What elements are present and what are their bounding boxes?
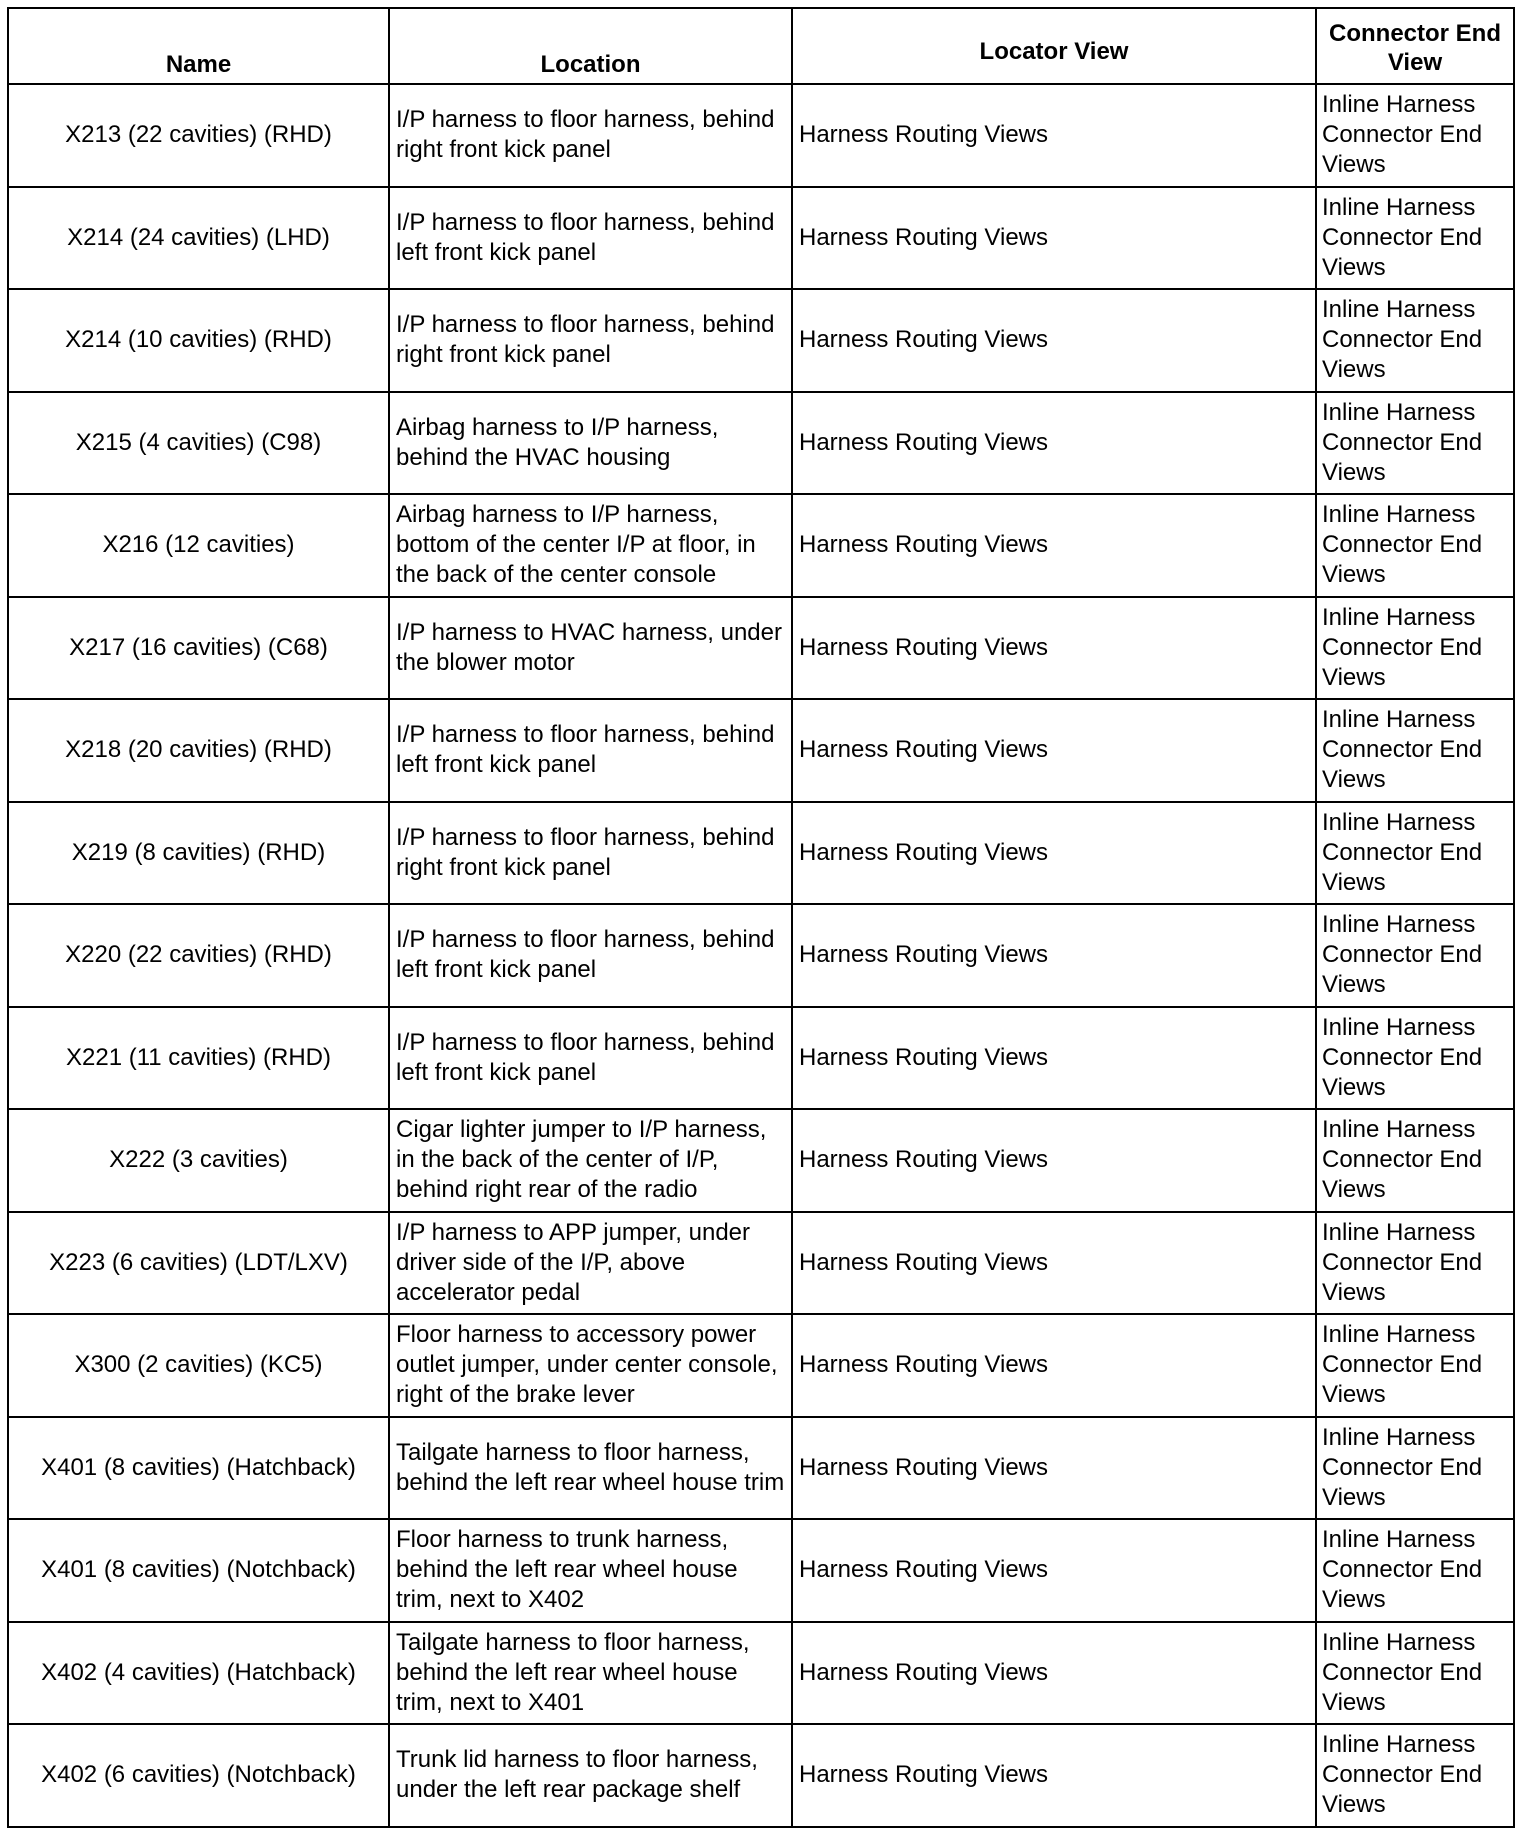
connector-name-cell: X215 (4 cavities) (C98) xyxy=(8,392,389,495)
header-locator-view: Locator View xyxy=(792,8,1316,84)
location-cell: I/P harness to floor harness, behind right front kick panel xyxy=(389,802,792,905)
connector-name-cell: X402 (6 cavities) (Notchback) xyxy=(8,1724,389,1827)
locator-view-link[interactable]: Harness Routing Views xyxy=(792,1109,1316,1212)
table-row xyxy=(8,1007,1514,1110)
header-row xyxy=(8,8,1514,84)
locator-view-link[interactable]: Harness Routing Views xyxy=(792,289,1316,392)
table-row xyxy=(8,904,1514,1007)
connector-name-cell: X214 (24 cavities) (LHD) xyxy=(8,187,389,290)
connector-end-view-link[interactable]: Inline Harness Connector End Views xyxy=(1316,494,1514,597)
location-cell: Floor harness to trunk harness, behind the left rear wheel house trim, next to X402 xyxy=(389,1519,792,1622)
connector-name-cell: X214 (10 cavities) (RHD) xyxy=(8,289,389,392)
connector-end-view-link[interactable]: Inline Harness Connector End Views xyxy=(1316,1519,1514,1622)
connector-end-view-link[interactable]: Inline Harness Connector End Views xyxy=(1316,84,1514,187)
header-connector-end-view: Connector End View xyxy=(1316,8,1514,84)
location-cell: Tailgate harness to floor harness, behind the left rear wheel house trim, next to X401 xyxy=(389,1622,792,1725)
locator-view-link[interactable]: Harness Routing Views xyxy=(792,494,1316,597)
table-row xyxy=(8,597,1514,700)
table-row xyxy=(8,1109,1514,1212)
location-cell: I/P harness to floor harness, behind left front kick panel xyxy=(389,1007,792,1110)
connector-end-view-link[interactable]: Inline Harness Connector End Views xyxy=(1316,289,1514,392)
locator-view-link[interactable]: Harness Routing Views xyxy=(792,392,1316,495)
connector-name-cell: X223 (6 cavities) (LDT/LXV) xyxy=(8,1212,389,1315)
location-cell: Cigar lighter jumper to I/P harness, in the back of the center of I/P, behind right rear of the radio xyxy=(389,1109,792,1212)
location-cell: I/P harness to floor harness, behind left front kick panel xyxy=(389,904,792,1007)
location-cell: Trunk lid harness to floor harness, under the left rear package shelf xyxy=(389,1724,792,1827)
connector-name-cell: X218 (20 cavities) (RHD) xyxy=(8,699,389,802)
table-row xyxy=(8,699,1514,802)
header-name: Name xyxy=(8,8,389,84)
location-cell: Tailgate harness to floor harness, behind the left rear wheel house trim xyxy=(389,1417,792,1520)
table-row xyxy=(8,187,1514,290)
location-cell: Airbag harness to I/P harness, bottom of the center I/P at floor, in the back of the center console xyxy=(389,494,792,597)
locator-view-link[interactable]: Harness Routing Views xyxy=(792,1519,1316,1622)
table-row xyxy=(8,84,1514,187)
locator-view-link[interactable]: Harness Routing Views xyxy=(792,1212,1316,1315)
connector-end-view-link[interactable]: Inline Harness Connector End Views xyxy=(1316,1314,1514,1417)
connector-name-cell: X300 (2 cavities) (KC5) xyxy=(8,1314,389,1417)
locator-view-link[interactable]: Harness Routing Views xyxy=(792,84,1316,187)
connector-end-view-link[interactable]: Inline Harness Connector End Views xyxy=(1316,1212,1514,1315)
table-row xyxy=(8,1314,1514,1417)
connector-end-view-link[interactable]: Inline Harness Connector End Views xyxy=(1316,1417,1514,1520)
connector-end-view-link[interactable]: Inline Harness Connector End Views xyxy=(1316,597,1514,700)
connector-name-cell: X402 (4 cavities) (Hatchback) xyxy=(8,1622,389,1725)
locator-view-link[interactable]: Harness Routing Views xyxy=(792,187,1316,290)
connector-end-view-link[interactable]: Inline Harness Connector End Views xyxy=(1316,1109,1514,1212)
connector-end-view-link[interactable]: Inline Harness Connector End Views xyxy=(1316,699,1514,802)
locator-view-link[interactable]: Harness Routing Views xyxy=(792,1314,1316,1417)
connector-name-cell: X217 (16 cavities) (C68) xyxy=(8,597,389,700)
connector-end-view-link[interactable]: Inline Harness Connector End Views xyxy=(1316,904,1514,1007)
table-row xyxy=(8,289,1514,392)
connector-end-view-link[interactable]: Inline Harness Connector End Views xyxy=(1316,1007,1514,1110)
location-cell: I/P harness to HVAC harness, under the blower motor xyxy=(389,597,792,700)
connector-end-view-link[interactable]: Inline Harness Connector End Views xyxy=(1316,392,1514,495)
locator-view-link[interactable]: Harness Routing Views xyxy=(792,1724,1316,1827)
connector-end-view-link[interactable]: Inline Harness Connector End Views xyxy=(1316,802,1514,905)
connector-name-cell: X220 (22 cavities) (RHD) xyxy=(8,904,389,1007)
connector-name-cell: X401 (8 cavities) (Hatchback) xyxy=(8,1417,389,1520)
connector-end-view-link[interactable]: Inline Harness Connector End Views xyxy=(1316,1622,1514,1725)
locator-view-link[interactable]: Harness Routing Views xyxy=(792,1622,1316,1725)
location-cell: I/P harness to floor harness, behind left front kick panel xyxy=(389,187,792,290)
connector-name-cell: X222 (3 cavities) xyxy=(8,1109,389,1212)
location-cell: Floor harness to accessory power outlet jumper, under center console, right of the brake lever xyxy=(389,1314,792,1417)
table-row xyxy=(8,802,1514,905)
connector-name-cell: X213 (22 cavities) (RHD) xyxy=(8,84,389,187)
connector-end-view-link[interactable]: Inline Harness Connector End Views xyxy=(1316,1724,1514,1827)
table-row xyxy=(8,1519,1514,1622)
locator-view-link[interactable]: Harness Routing Views xyxy=(792,904,1316,1007)
connector-name-cell: X401 (8 cavities) (Notchback) xyxy=(8,1519,389,1622)
table-row xyxy=(8,1212,1514,1315)
table-row xyxy=(8,392,1514,495)
connector-name-cell: X221 (11 cavities) (RHD) xyxy=(8,1007,389,1110)
connector-table-container xyxy=(7,7,1513,1820)
location-cell: Airbag harness to I/P harness, behind the HVAC housing xyxy=(389,392,792,495)
connector-name-cell: X219 (8 cavities) (RHD) xyxy=(8,802,389,905)
connector-name-cell: X216 (12 cavities) xyxy=(8,494,389,597)
table-row xyxy=(8,1622,1514,1725)
table-row xyxy=(8,1724,1514,1827)
locator-view-link[interactable]: Harness Routing Views xyxy=(792,1007,1316,1110)
header-location: Location xyxy=(389,8,792,84)
location-cell: I/P harness to floor harness, behind right front kick panel xyxy=(389,289,792,392)
connector-end-view-link[interactable]: Inline Harness Connector End Views xyxy=(1316,187,1514,290)
table-row xyxy=(8,1417,1514,1520)
location-cell: I/P harness to APP jumper, under driver side of the I/P, above accelerator pedal xyxy=(389,1212,792,1315)
locator-view-link[interactable]: Harness Routing Views xyxy=(792,597,1316,700)
location-cell: I/P harness to floor harness, behind right front kick panel xyxy=(389,84,792,187)
locator-view-link[interactable]: Harness Routing Views xyxy=(792,802,1316,905)
table-row xyxy=(8,494,1514,597)
locator-view-link[interactable]: Harness Routing Views xyxy=(792,1417,1316,1520)
locator-view-link[interactable]: Harness Routing Views xyxy=(792,699,1316,802)
location-cell: I/P harness to floor harness, behind left front kick panel xyxy=(389,699,792,802)
connector-table xyxy=(7,7,1515,1828)
